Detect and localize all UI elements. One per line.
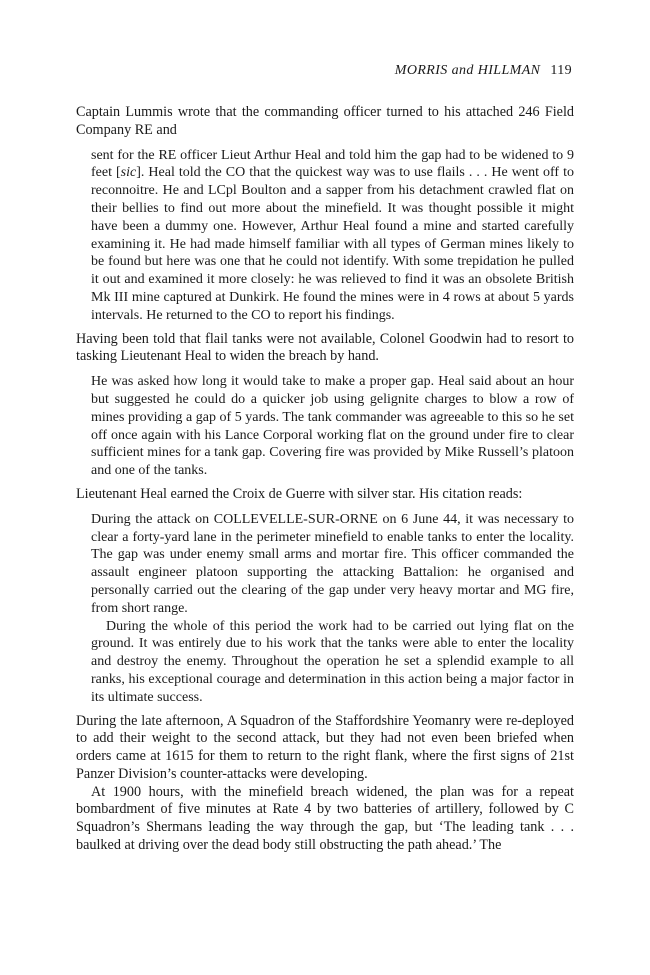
block-quote-1 — [76, 147, 574, 325]
block-quote-3 — [76, 511, 574, 707]
paragraph-1: Captain Lummis wrote that the commanding officer turned to his attached 246 Field Company RE and — [76, 104, 574, 138]
citation-paragraph-2: During the whole of this period the work had to be carried out lying flat on the ground. It was entirely due to his work that the tanks were able to enter the locality and destroy the enemy. Throughout the operation he set a splendid example to all ranks, his exceptional courage and determination in this action being a major factor in its ultimate success. — [91, 618, 574, 705]
quote-2-text: He was asked how long it would take to make a proper gap. Heal said about an hour but suggested he could do a quicker job using gelignite charges to blow a row of mines providing a gap of 5 yards. The tank commander was agreeable to this so he set off once again with his Lance Corporal working flat on the ground under fire to clear sufficient mines for a tank gap. Covering fire was provided by Mike Russell’s platoon and one of the tanks. — [91, 374, 574, 479]
running-header — [395, 63, 572, 79]
paragraph-4: During the late afternoon, A Squadron of the Staffordshire Yeomanry were re-deployed to add their weight to the second attack, but they had not even been briefed when orders came at 1615 for them to return to the right flank, where the first signs of 21st Panzer Division’s counter-attacks were developing. — [76, 712, 574, 782]
quote-1-text — [91, 147, 574, 325]
quote-1-part-b: ]. Heal told the CO that the quickest way was to use flails . . . He went off to reconnoitre. He and LCpl Boulton and a sapper from his detachment crawled flat on their bellies to find out more about the minefield. It was thought possible it might have been a dummy one. However, Arthur Heal found a mine and started carefully examining it. He had made himself familiar with all types of German mines likely to be found but here was one that he could not identify. With some trepidation he pulled it out and examined it more closely: he was relieved to find it was an obsolete British Mk III mine captured at Dunkirk. He found the mines were in 4 rows at about 5 yards intervals. He returned to the CO to report his findings. — [91, 165, 574, 323]
paragraph-2: Having been told that flail tanks were not available, Colonel Goodwin had to resort to tasking Lieutenant Heal to widen the breach by hand. — [76, 330, 574, 365]
running-title: MORRIS and HILLMAN — [394, 63, 541, 78]
block-quote-2 — [76, 373, 574, 480]
sic-marker: sic — [120, 165, 137, 181]
page-body — [76, 104, 574, 855]
quote-1-part-a: sent for the RE officer Lieut Arthur Heal and told him the gap had to be widened to 9 feet [ — [91, 147, 574, 181]
paragraph-3: Lieutenant Heal earned the Croix de Guerre with silver star. His citation reads: — [76, 485, 523, 502]
page-number: 119 — [550, 63, 572, 78]
citation-paragraph-1: During the attack on COLLEVELLE-SUR-ORNE on 6 June 44, it was necessary to clear a forty-yard lane in the perimeter minefield to enable tanks to enter the locality. The gap was under enemy small arms and mortar fire. This officer commanded the assault engineer platoon supporting the attacking Battalion: he organised and personally carried out the clearing of the gap under very heavy mortar and MG fire, from short range. — [91, 511, 574, 616]
paragraph-5: At 1900 hours, with the minefield breach widened, the plan was for a repeat bombardment of five minutes at Rate 4 by two batteries of artillery, followed by C Squadron’s Shermans leading the way through the gap, but ‘The leading tank . . . baulked at driving over the dead body still obstructing the path ahead.’ The — [76, 783, 574, 854]
